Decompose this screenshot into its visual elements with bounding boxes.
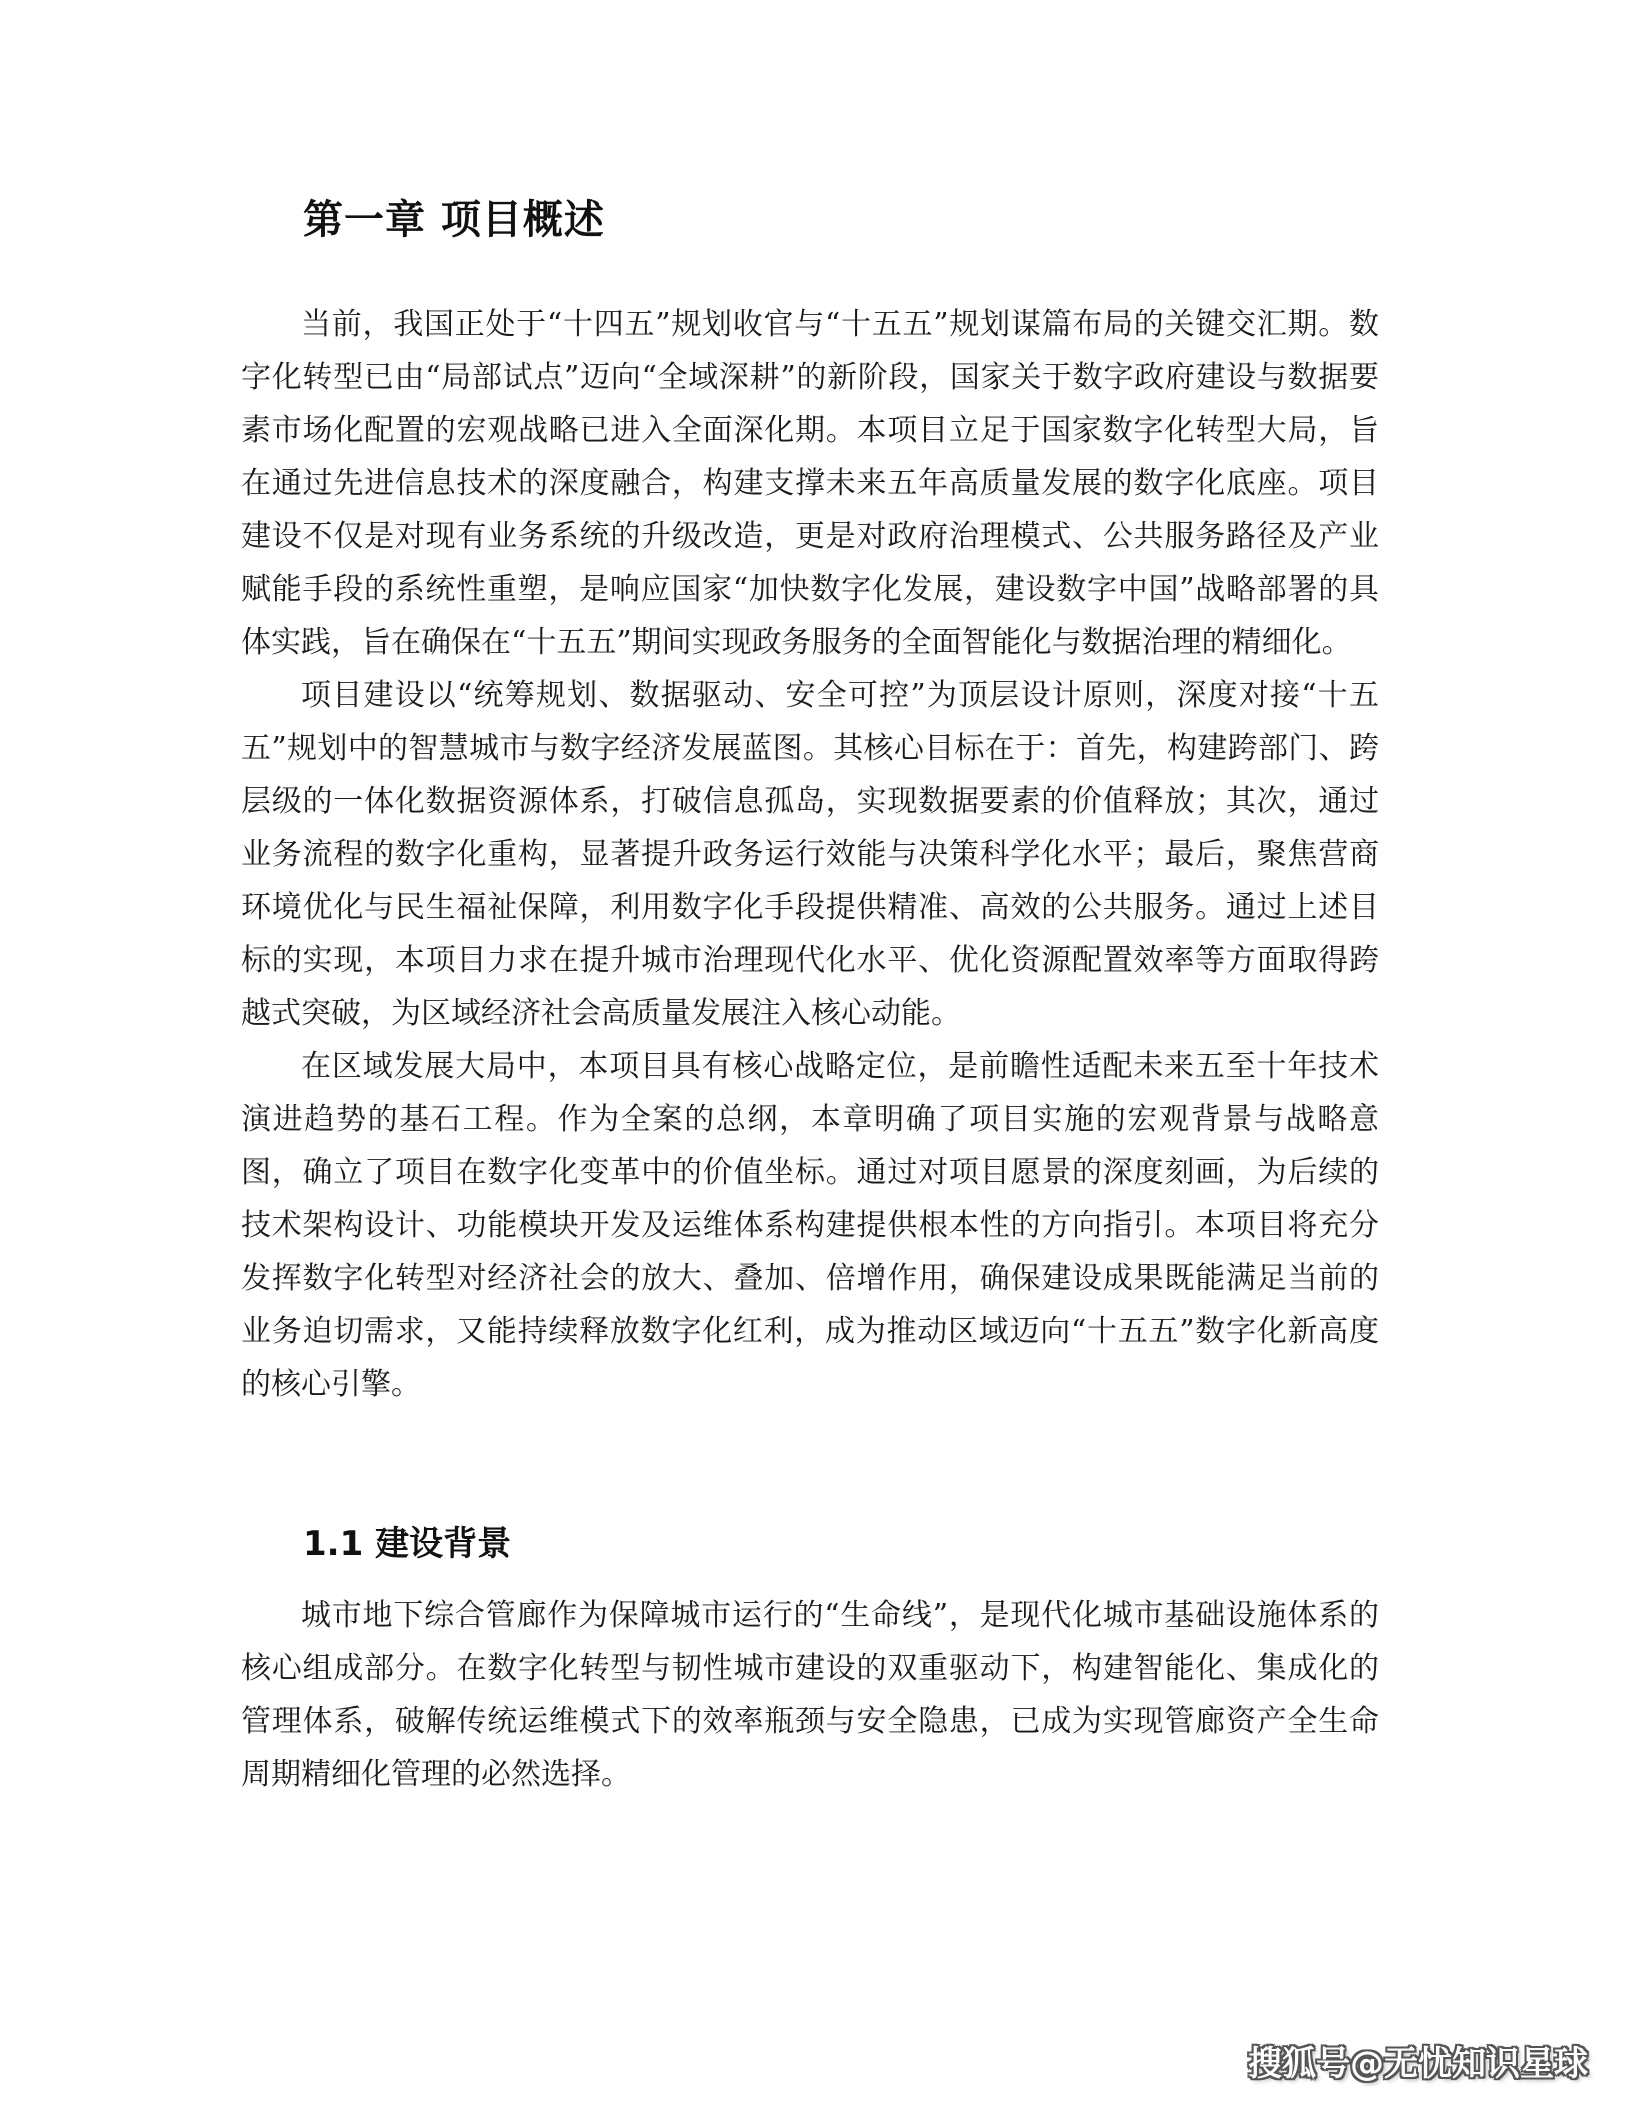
chapter-intro-body [241, 298, 1379, 1411]
watermark: 搜狐号@无忧知识星球 [1248, 2044, 1588, 2084]
chapter-title: 第一章 项目概述 [303, 197, 605, 243]
section-body [241, 1589, 1379, 1801]
paragraph: 在区域发展大局中，本项目具有核心战略定位，是前瞻性适配未来五至十年技术演进趋势的基石工程。作为全案的总纲，本章明确了项目实施的宏观背景与战略意图，确立了项目在数字化变革中的价值坐标。通过对项目愿景的深度刻画，为后续的技术架构设计、功能模块开发及运维体系构建提供根本性的方向指引。本项目将充分发挥数字化转型对经济社会的放大、叠加、倍增作用，确保建设成果既能满足当前的业务迫切需求，又能持续释放数字化红利，成为推动区域迈向“十五五”数字化新高度的核心引擎。 [241, 1049, 1379, 1402]
paragraph: 城市地下综合管廊作为保障城市运行的“生命线”，是现代化城市基础设施体系的核心组成部分。在数字化转型与韧性城市建设的双重驱动下，构建智能化、集成化的管理体系，破解传统运维模式下的效率瓶颈与安全隐患，已成为实现管廊资产全生命周期精细化管理的必然选择。 [241, 1598, 1379, 1792]
paragraph: 项目建设以“统筹规划、数据驱动、安全可控”为顶层设计原则，深度对接“十五五”规划中的智慧城市与数字经济发展蓝图。其核心目标在于：首先，构建跨部门、跨层级的一体化数据资源体系，打破信息孤岛，实现数据要素的价值释放；其次，通过业务流程的数字化重构，显著提升政务运行效能与决策科学化水平；最后，聚焦营商环境优化与民生福祉保障，利用数字化手段提供精准、高效的公共服务。通过上述目标的实现，本项目力求在提升城市治理现代化水平、优化资源配置效率等方面取得跨越式突破，为区域经济社会高质量发展注入核心动能。 [241, 678, 1379, 1031]
paragraph: 当前，我国正处于“十四五”规划收官与“十五五”规划谋篇布局的关键交汇期。数字化转型已由“局部试点”迈向“全域深耕”的新阶段，国家关于数字政府建设与数据要素市场化配置的宏观战略已进入全面深化期。本项目立足于国家数字化转型大局，旨在通过先进信息技术的深度融合，构建支撑未来五年高质量发展的数字化底座。项目建设不仅是对现有业务系统的升级改造，更是对政府治理模式、公共服务路径及产业赋能手段的系统性重塑，是响应国家“加快数字化发展，建设数字中国”战略部署的具体实践，旨在确保在“十五五”期间实现政务服务的全面智能化与数据治理的精细化。 [241, 307, 1379, 660]
section-title: 1.1 建设背景 [303, 1524, 512, 1564]
